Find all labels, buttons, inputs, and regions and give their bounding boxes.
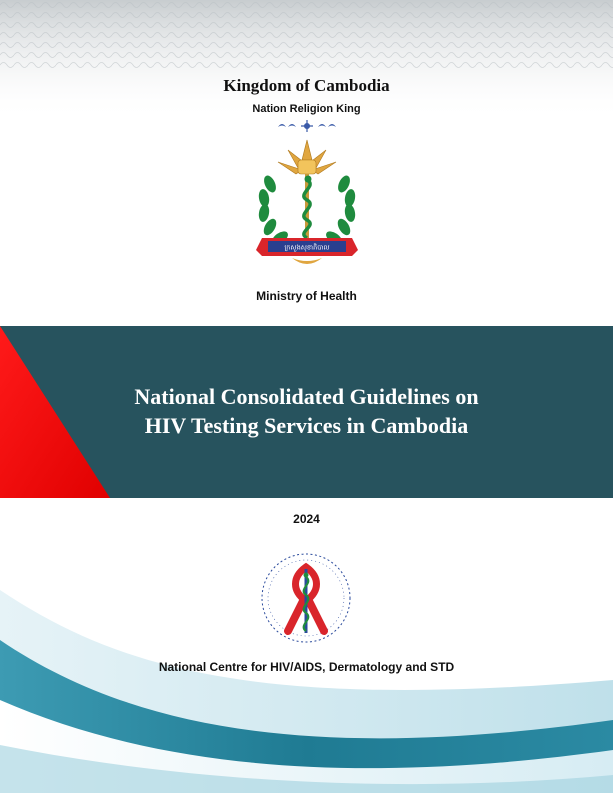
ministry-of-health-emblem xyxy=(248,138,366,270)
emblem-ribbon-text: ក្រសួងសុខាភិបាល xyxy=(284,243,330,252)
nchads-seal xyxy=(248,547,364,649)
top-background-texture xyxy=(0,0,613,120)
document-title xyxy=(0,382,613,440)
national-motto: Nation Religion King xyxy=(252,103,361,115)
publisher-name: National Centre for HIV/AIDS, Dermatology and STD xyxy=(158,660,455,674)
ornament-divider-icon xyxy=(276,119,338,133)
ministry-name: Ministry of Health xyxy=(256,289,357,303)
publication-year: 2024 xyxy=(293,512,320,526)
kingdom-heading: Kingdom of Cambodia xyxy=(223,76,390,95)
title-line-2: HIV Testing Services in Cambodia xyxy=(144,413,469,438)
title-line-1: National Consolidated Guidelines on xyxy=(134,384,479,409)
